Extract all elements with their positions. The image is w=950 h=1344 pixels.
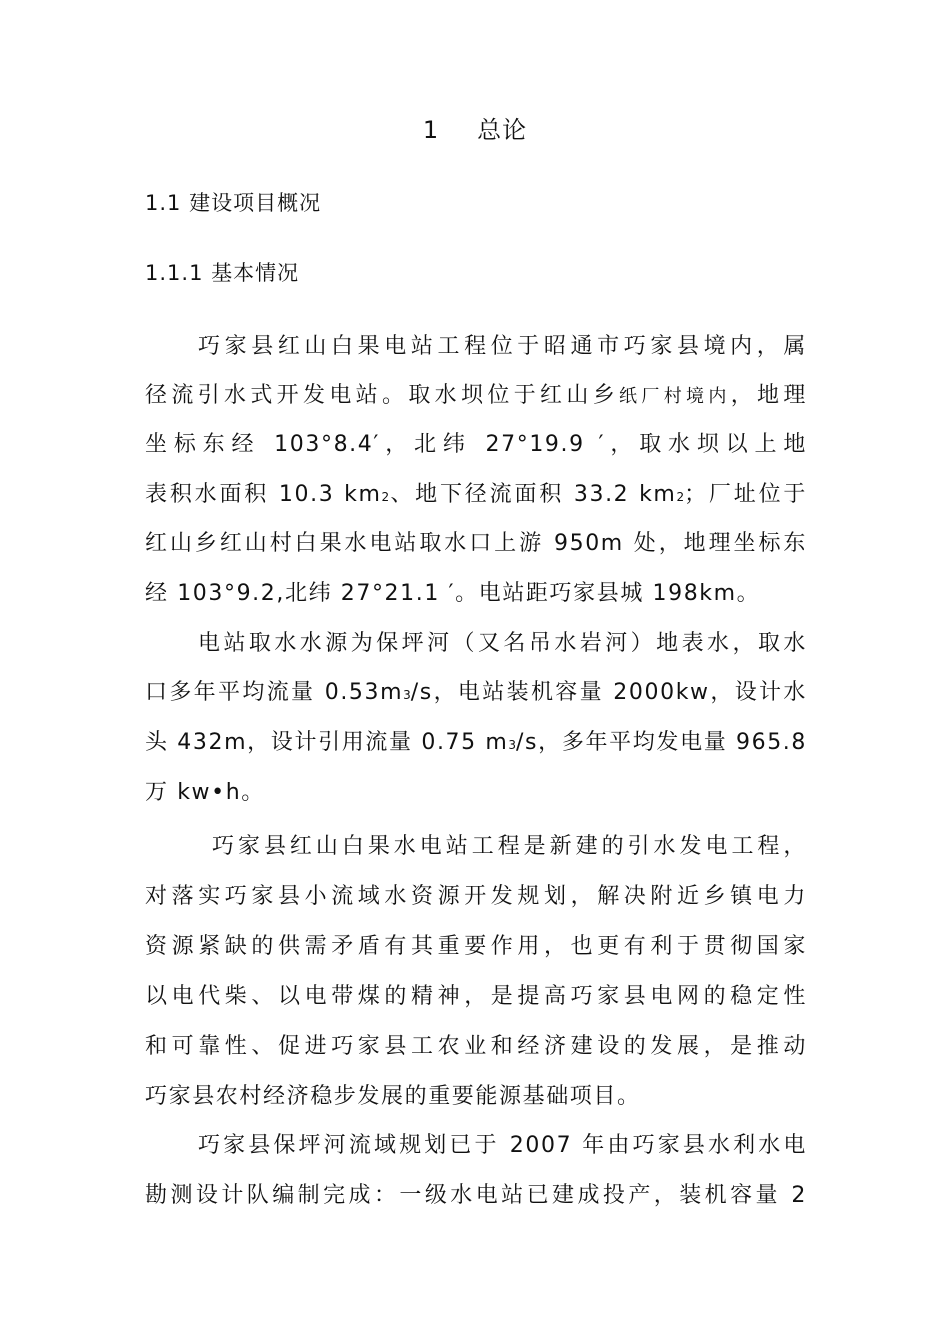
chapter-title: [0, 112, 950, 148]
paragraph-3-line-3: 资源紧缺的供需矛盾有其重要作用，也更有利于贯彻国家: [145, 934, 807, 959]
paragraph-4-line-1: 巧家县保坪河流域规划已于 2007 年由巧家县水利水电: [198, 1133, 807, 1158]
paragraph-1-line-3: 坐标东经 103°8.4′，北纬 27°19.9 ′，取水坝以上地: [145, 432, 807, 457]
subsection-heading: 1.1.1 基本情况: [145, 261, 300, 285]
paragraph-1-line-2: 径流引水式开发电站。取水坝位于红山乡纸厂村境内，地理: [145, 383, 807, 408]
paragraph-4-line-2: 勘测设计队编制完成：一级水电站已建成投产，装机容量 2: [145, 1183, 807, 1208]
paragraph-3-line-5: 和可靠性、促进巧家县工农业和经济建设的发展，是推动: [145, 1034, 807, 1059]
section-heading: 1.1 建设项目概况: [145, 191, 322, 215]
chapter-number: 1: [422, 116, 440, 144]
paragraph-3-line-2: 对落实巧家县小流域水资源开发规划，解决附近乡镇电力: [145, 884, 807, 909]
paragraph-2-line-4: 万 kw•h。: [145, 780, 265, 805]
paragraph-2-line-2: 口多年平均流量 0.53m3/s，电站装机容量 2000kw，设计水: [145, 680, 807, 705]
paragraph-2-line-3: 头 432m，设计引用流量 0.75 m3/s，多年平均发电量 965.8: [145, 730, 807, 755]
paragraph-1-line-4: 表积水面积 10.3 km2、地下径流面积 33.2 km2；厂址位于: [145, 482, 807, 507]
paragraph-3-line-1: 巧家县红山白果水电站工程是新建的引水发电工程，: [212, 834, 807, 859]
chapter-title-text: 总论: [477, 116, 528, 144]
paragraph-3-line-4: 以电代柴、以电带煤的精神，是提高巧家县电网的稳定性: [145, 984, 807, 1009]
paragraph-3-line-6: 巧家县农村经济稳步发展的重要能源基础项目。: [145, 1084, 641, 1109]
paragraph-1-line-1: 巧家县红山白果电站工程位于昭通市巧家县境内，属: [198, 334, 807, 359]
paragraph-2-line-1: 电站取水水源为保坪河（又名吊水岩河）地表水，取水: [198, 631, 807, 656]
paragraph-1-line-5: 红山乡红山村白果水电站取水口上游 950m 处，地理坐标东: [145, 531, 807, 556]
paragraph-1-line-6: 经 103°9.2,北纬 27°21.1 ′。电站距巧家县城 198km。: [145, 581, 761, 606]
